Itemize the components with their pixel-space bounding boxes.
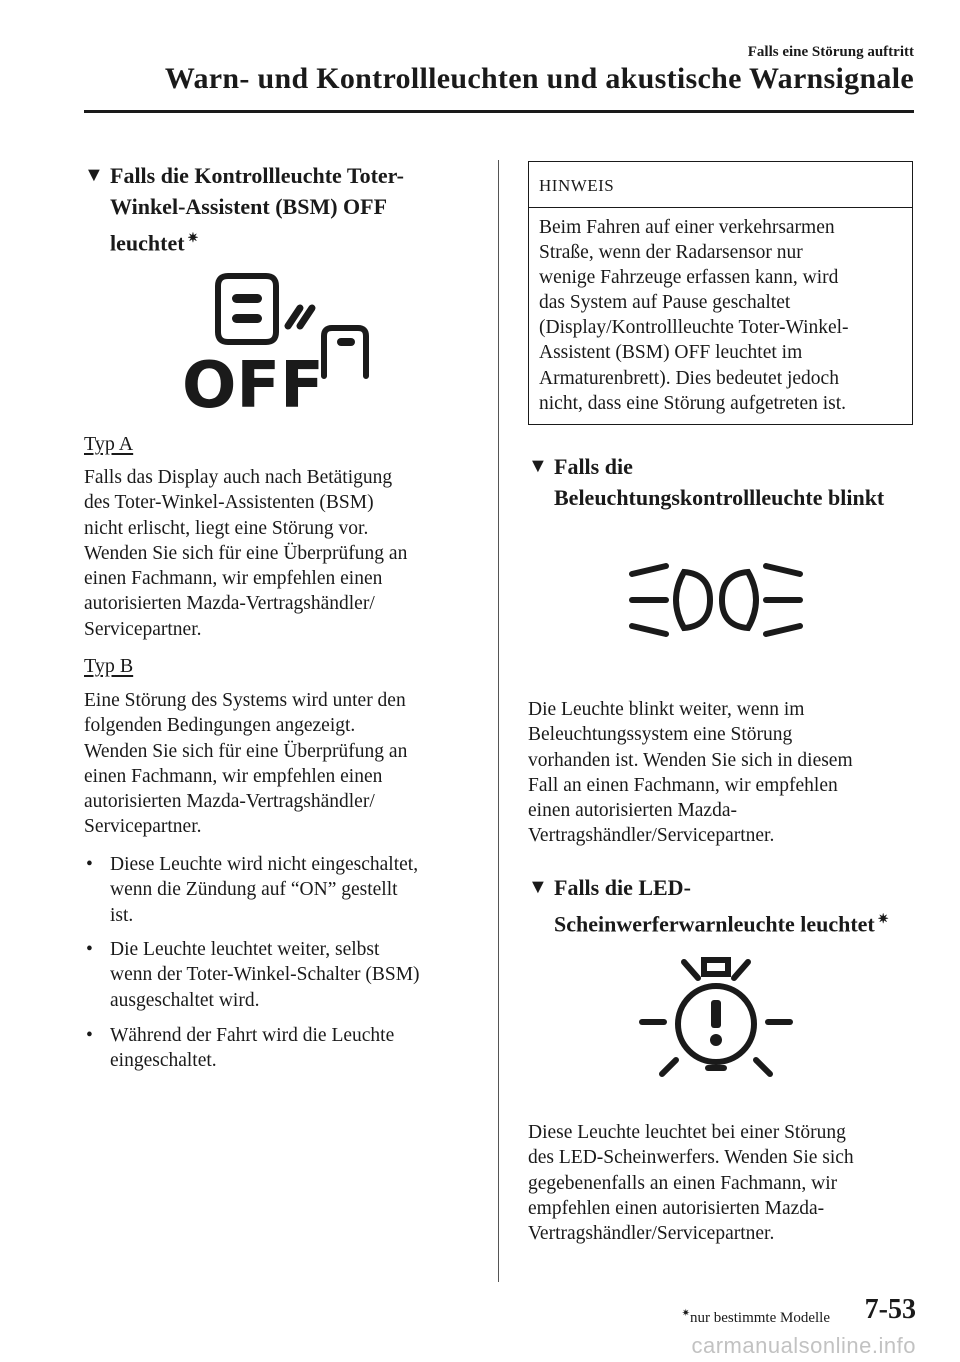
heading-led-warning bbox=[528, 872, 938, 939]
text-line: Vertragshändler/Servicepartner. bbox=[528, 1223, 775, 1245]
text-line: einen Fachmann, wir empfehlen einen bbox=[84, 568, 383, 590]
list-item bbox=[86, 937, 486, 1013]
text-line: gegebenenfalls an einen Fachmann, wir bbox=[528, 1172, 838, 1194]
heading-line bbox=[84, 222, 484, 258]
list-item bbox=[86, 852, 486, 928]
heading-lighting-blink bbox=[528, 451, 928, 513]
text-line: Beleuchtungssystem eine Störung bbox=[528, 724, 793, 746]
text-line: ausgeschaltet wird. bbox=[110, 989, 260, 1011]
hinweis-box bbox=[528, 161, 913, 425]
text-line: Assistent (BSM) OFF leuchtet im bbox=[539, 342, 803, 364]
hinweis-text bbox=[539, 215, 907, 416]
column-divider bbox=[498, 160, 499, 1282]
bullet-icon: • bbox=[86, 854, 93, 875]
text-line: Falls das Display auch nach Betätigung bbox=[84, 467, 393, 488]
text-line: Die Leuchte leuchtet weiter, selbst bbox=[110, 939, 380, 960]
list-item bbox=[86, 1023, 486, 1074]
bsm-off-indicator-icon bbox=[180, 262, 380, 412]
text-line: Straße, wenn der Radarsensor nur bbox=[539, 242, 803, 264]
heading-marker: ▼ bbox=[528, 876, 548, 898]
typ-b-paragraph bbox=[84, 688, 484, 840]
footer-note bbox=[682, 1308, 830, 1327]
text-line: einen autorisierten Mazda- bbox=[528, 800, 737, 822]
bullet-icon: • bbox=[86, 1025, 93, 1046]
typ-a-label: Typ A bbox=[84, 433, 134, 455]
heading-marker: ▼ bbox=[528, 455, 548, 477]
text-line: einen Fachmann, wir empfehlen einen bbox=[84, 765, 383, 787]
watermark: carmanualsonline.info bbox=[691, 1333, 916, 1358]
text-line: Servicepartner. bbox=[84, 618, 202, 640]
text-line: wenn die Zündung auf “ON” gestellt bbox=[110, 879, 398, 901]
section-label: Falls eine Störung auftritt bbox=[747, 44, 914, 60]
text-line: Armaturenbrett). Dies bedeutet jedoch bbox=[539, 367, 839, 389]
text-line: Die Leuchte blinkt weiter, wenn im bbox=[528, 699, 805, 720]
heading-bsm-off bbox=[84, 160, 484, 258]
text-line: des Toter-Winkel-Assistenten (BSM) bbox=[84, 492, 374, 514]
text-line: Eine Störung des Systems wird unter den bbox=[84, 690, 406, 711]
text-line: wenige Fahrzeuge erfassen kann, wird bbox=[539, 267, 839, 289]
text-line: Wenden Sie sich für eine Überprüfung an bbox=[84, 542, 408, 564]
footer-note-text: nur bestimmte Modelle bbox=[690, 1310, 830, 1326]
text-line: autorisierten Mazda-Vertragshändler/ bbox=[84, 593, 375, 615]
text-line: vorhanden ist. Wenden Sie sich in diesem bbox=[528, 749, 853, 771]
text-line: eingeschaltet. bbox=[110, 1050, 217, 1072]
text-line: wenn der Toter-Winkel-Schalter (BSM) bbox=[110, 964, 420, 986]
optional-star-icon: ✷ bbox=[877, 911, 889, 926]
optional-star-icon: ✷ bbox=[681, 1308, 691, 1319]
heading-line-text: Scheinwerferwarnleuchte leuchtet bbox=[554, 911, 875, 937]
text-line: Servicepartner. bbox=[84, 816, 202, 838]
text-line: Fall an einen Fachmann, wir empfehlen bbox=[528, 774, 838, 796]
led-headlight-warning-icon bbox=[636, 956, 796, 1084]
text-line: des LED-Scheinwerfers. Wenden Sie sich bbox=[528, 1147, 854, 1169]
text-line: autorisierten Mazda-Vertragshändler/ bbox=[84, 791, 375, 813]
text-line: Beim Fahren auf einer verkehrsarmen bbox=[539, 217, 835, 238]
hinweis-divider bbox=[529, 207, 912, 208]
text-line: (Display/Kontrollleuchte Toter-Winkel- bbox=[539, 317, 849, 339]
heading-line: Falls die Kontrollleuchte Toter- bbox=[110, 163, 404, 188]
lighting-paragraph bbox=[528, 697, 918, 849]
led-paragraph bbox=[528, 1120, 918, 1246]
text-line: Diese Leuchte wird nicht eingeschaltet, bbox=[110, 854, 419, 875]
heading-line: Falls die bbox=[554, 454, 633, 479]
heading-line-text: leuchtet bbox=[110, 230, 185, 256]
text-line: Diese Leuchte leuchtet bei einer Störung bbox=[528, 1122, 846, 1143]
bullet-icon: • bbox=[86, 939, 93, 960]
text-line: folgenden Bedingungen angezeigt. bbox=[84, 715, 356, 737]
header-rule bbox=[84, 110, 914, 113]
text-line: Während der Fahrt wird die Leuchte bbox=[110, 1025, 395, 1046]
typ-a-paragraph bbox=[84, 465, 484, 642]
text-line: nicht erlischt, liegt eine Störung vor. bbox=[84, 517, 369, 539]
text-line: Vertragshändler/Servicepartner. bbox=[528, 825, 775, 847]
text-line: empfehlen einen autorisierten Mazda- bbox=[528, 1197, 825, 1219]
bsm-off-text: OFF bbox=[182, 349, 324, 412]
optional-star-icon: ✷ bbox=[187, 230, 199, 245]
text-line: ist. bbox=[110, 904, 134, 926]
heading-line bbox=[528, 903, 938, 939]
hinweis-label: HINWEIS bbox=[539, 176, 615, 195]
text-line: das System auf Pause geschaltet bbox=[539, 292, 791, 314]
page-number: 7-53 bbox=[864, 1294, 916, 1325]
heading-line: Winkel-Assistent (BSM) OFF bbox=[110, 194, 388, 219]
typ-b-label: Typ B bbox=[84, 655, 134, 677]
text-line: Wenden Sie sich für eine Überprüfung an bbox=[84, 740, 408, 762]
heading-marker: ▼ bbox=[84, 164, 104, 186]
lighting-indicator-icon bbox=[626, 558, 806, 642]
page-title: Warn- und Kontrollleuchten und akustische Warnsignale bbox=[164, 62, 914, 95]
text-line: nicht, dass eine Störung aufgetreten ist. bbox=[539, 392, 847, 414]
heading-line: Beleuchtungskontrollleuchte blinkt bbox=[554, 485, 885, 510]
heading-line: Falls die LED- bbox=[554, 875, 691, 900]
